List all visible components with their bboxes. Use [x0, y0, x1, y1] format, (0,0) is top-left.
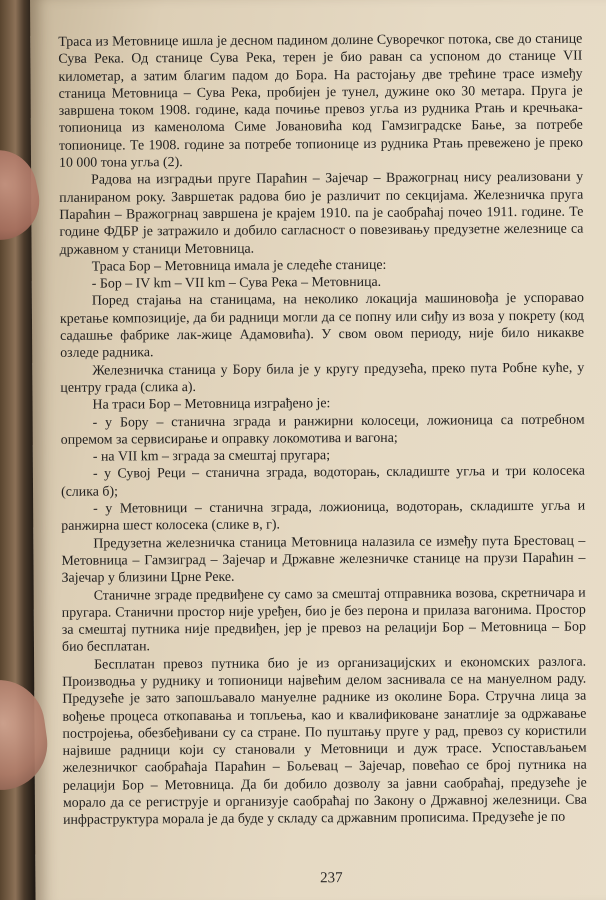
paragraph: Железничка станица у Бору била је у кругу предузећа, преко пута Робне куће, у центру града (слика а).	[60, 360, 585, 396]
paragraph: Бесплатан превоз путника био је из организацијских и економских разлога. Производња у руднику и топионици највећим делом заснивала се на мануелном раду. Предузеће је зато запошљавало мануелне раднике из околине Бора. Стручна лица за вођење процеса откопавања и топљења, као и квалификоване занатлије за одржавање постројења, обезбеђивани су са стране. По пуштању пруге у рад, превоз су користили највише радници који су становали у Метовници и дуж трасе. Успостављањем железничког саобраћаја Параћин – Бољевац – Зајечар, повећао се број путника на релацији Бор – Метовница. Да би добило дозволу за јавни саобраћај, предузеће је морало да се региструје и организује саобраћај по Закону о Државној железници. Сва инфраструктура морала је да буде у складу са државним прописима. Предузеће је по	[62, 654, 587, 829]
paragraph: Станичне зграде предвиђене су само за смештај отправника возова, скретничара и пругара. Станични простор није уређен, био је без перона и прилаза вагонима. Простор за смештај путника није предвиђен, јер је превоз на релацији Бор – Метовница – Бор био бесплатан.	[61, 585, 586, 656]
list-item: - Бор – IV km – VII km – Сува Река – Метовница.	[91, 275, 382, 292]
book-page	[30, 0, 606, 900]
paragraph: Радова на изградњи пруге Параћин – Зајечар – Вражогрнац нису реализовани у планираном року. Завршетак радова био је различит по секцијама. Железничка пруга Параћин – Вражогрнац завршена је крајем 1910. па је саобраћај почео 1911. године. Те године ФДБР је затражило и добило сагласност о повезивању предузетне железнице са државном у станици Метовница.	[59, 169, 584, 258]
paragraph: Предузетна железничка станица Метовница налазила се између пута Брестовац – Метовница – Гамзиград – Зајечар и Државне железничке станице на прузи Параћин – Зајечар у близини Црне Реке.	[61, 533, 586, 587]
paragraph: Траса из Метовнице ишла је десном падином долине Суворечког потока, све до станице Сува Река. Од станице Сува Река, терен је био раван са успоном до станице VII километар, а затим благим падом до Бора. На растојању две трећине трасе између станица Метовница – Сува Река, пробијен је тунел, дужине око 30 метара. Пруга је завршена током 1908. године, када почиње превоз угља из рудника Ртањ и кречњака-топионица из каменолома Симе Јовановића код Гамзиградске Бање, за потребе топионице. Те 1908. године за потребе топионице из рудника Ртањ превежено је преко 10 000 тона угља (2).	[58, 31, 583, 171]
page-number: 237	[320, 870, 343, 887]
paragraph: Поред стајања на станицама, на неколико локација машиновођа је успоравао кретање композиције, да би радници могли да се попну или сиђу из воза у покрету (код садашње фабрике лак-жице Адамовића). У свом овом периоду, није било никакве озледе радника.	[59, 291, 585, 362]
list-item: - у Бору – станична зграда и ранжирни колосеци, ложионица са потребном опремом за сервисирање и оправку локомотива и вагона;	[60, 412, 585, 448]
body-text	[58, 31, 587, 830]
list-item: - у Сувој Реци – станична зграда, водоторањ, складиште угља и три колосека (слика б);	[60, 464, 585, 500]
paragraph: На траси Бор – Метовница изграђено је:	[92, 396, 331, 413]
paragraph: Траса Бор – Метовница имала је следеће станице:	[91, 257, 387, 275]
list-item: - у Метовници – станична зграда, ложионица, водоторањ, складиште угља и ранжирна шест колосека (слике в, г).	[61, 498, 586, 535]
list-item: - на VII km – зграда за смештај пругара;	[92, 448, 331, 465]
